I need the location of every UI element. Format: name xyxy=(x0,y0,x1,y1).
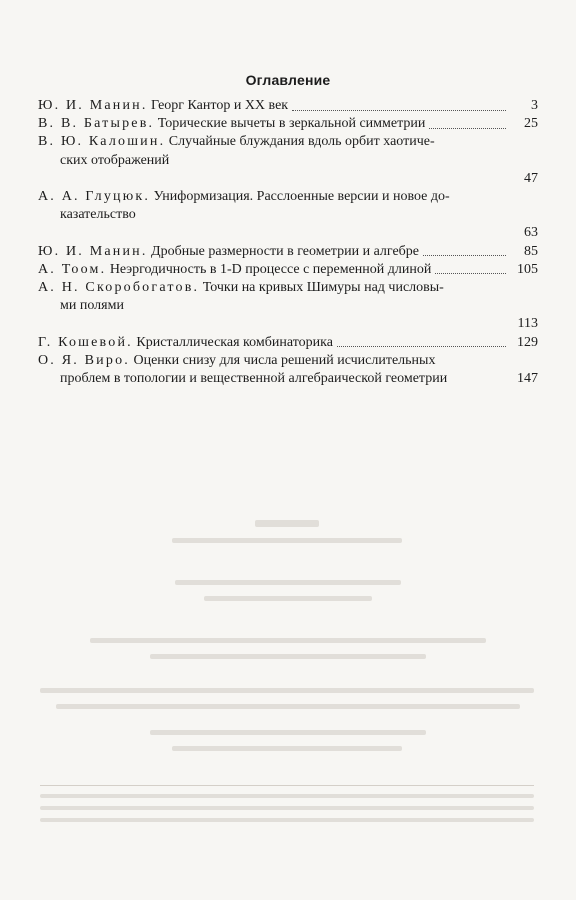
entry-page: 85 xyxy=(524,243,538,259)
toc-title: Оглавление xyxy=(245,72,331,88)
entry-author: Г. Кошевой. xyxy=(38,334,133,350)
entry-author: Ю. И. Манин. xyxy=(38,243,148,259)
entry-author: А. А. Глуцюк. xyxy=(38,189,151,205)
leader-dots xyxy=(429,128,506,129)
entry-page: 3 xyxy=(531,98,538,113)
toc-list xyxy=(38,97,538,388)
toc-entry[interactable] xyxy=(38,133,538,188)
entry-author: А. Тоом. xyxy=(38,261,107,277)
entry-page: 113 xyxy=(517,316,538,332)
entry-page: 129 xyxy=(517,334,538,350)
toc-entry[interactable] xyxy=(38,261,538,279)
toc-entry[interactable] xyxy=(38,334,538,352)
toc-entry[interactable] xyxy=(38,188,538,243)
entry-title: Случайные блуждания вдоль орбит хаотиче- xyxy=(168,134,435,150)
entry-title-continued: проблем в топологии и вещественной алгебраической геометрии xyxy=(60,371,448,387)
toc-entry[interactable] xyxy=(38,243,538,261)
entry-title: Униформизация. Расслоенные версии и новое до- xyxy=(153,189,450,205)
toc-entry[interactable] xyxy=(38,279,538,334)
toc-entry[interactable] xyxy=(38,97,538,115)
entry-page: 25 xyxy=(524,116,538,132)
entry-author: Ю. И. Манин. xyxy=(38,98,148,113)
toc-entry[interactable] xyxy=(38,115,538,133)
leader-dots xyxy=(435,273,506,274)
entry-title: Точки на кривых Шимуры над числовы- xyxy=(202,280,444,296)
entry-title-continued: ских отображений xyxy=(60,152,170,168)
entry-title: Торические вычеты в зеркальной симметрии xyxy=(157,116,426,132)
toc-entry[interactable] xyxy=(38,352,538,388)
entry-title: Дробные размерности в геометрии и алгебре xyxy=(151,243,420,259)
entry-title: Георг Кантор и XX век xyxy=(151,98,289,113)
entry-title: Оценки снизу для числа решений исчислительных xyxy=(133,352,436,368)
entry-title: Неэргодичность в 1-D процессе с переменной длиной xyxy=(109,261,432,277)
leader-dots xyxy=(337,346,506,347)
leader-dots xyxy=(423,255,506,256)
entry-author: В. Ю. Калошин. xyxy=(38,134,166,150)
entry-author: О. Я. Виро. xyxy=(38,352,130,368)
entry-author: А. Н. Скоробогатов. xyxy=(38,280,200,296)
entry-page: 63 xyxy=(524,225,538,241)
entry-page: 147 xyxy=(517,371,538,387)
entry-title-continued: ми полями xyxy=(60,298,124,314)
entry-author: В. В. Батырев. xyxy=(38,116,155,132)
entry-page: 47 xyxy=(524,170,538,186)
entry-title-continued: казательство xyxy=(60,207,136,223)
leader-dots xyxy=(292,110,506,111)
entry-title: Кристаллическая комбинаторика xyxy=(136,334,333,350)
entry-page: 105 xyxy=(517,261,538,277)
